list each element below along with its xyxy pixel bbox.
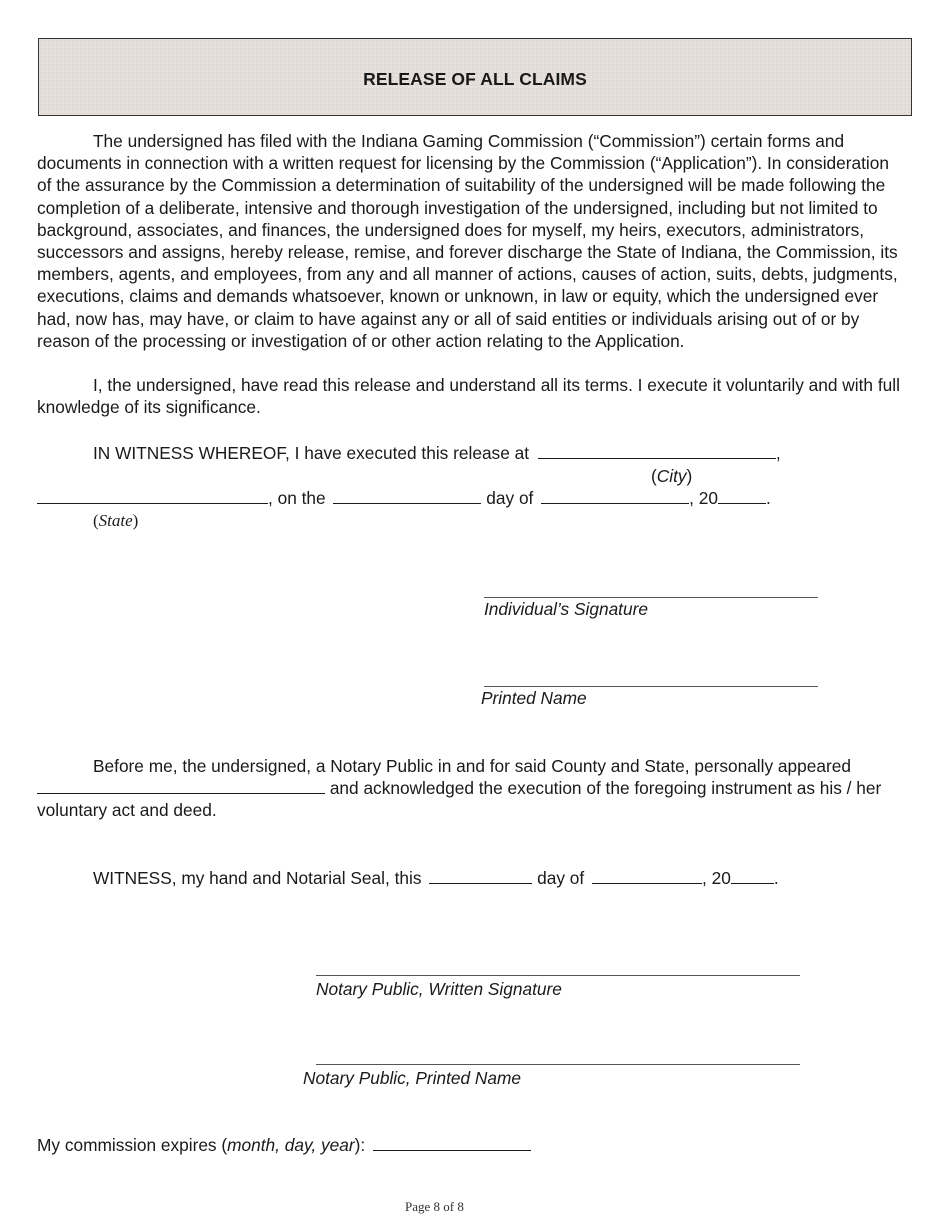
notary-line-3: voluntary act and deed. — [37, 800, 217, 820]
city-field[interactable] — [538, 443, 776, 459]
commission-expires-line — [37, 1135, 531, 1156]
paragraph-line: members, agents, and employees, from any and all manner of actions, causes of action, suits, debts, judgments, — [37, 264, 898, 285]
notary-printed-name-label: Notary Public, Printed Name — [303, 1068, 522, 1088]
commission-expires-field[interactable] — [373, 1135, 531, 1151]
witness-date-line — [37, 488, 771, 509]
month-field[interactable] — [541, 488, 689, 504]
individual-signature-label: Individual’s Signature — [484, 599, 648, 619]
on-the-text: , on the — [268, 488, 326, 508]
paragraph-line: documents in connection with a written request for licensing by the Commission (“Application”). In consideration — [37, 153, 889, 174]
title-banner — [38, 38, 912, 116]
notary-written-signature-line[interactable] — [316, 975, 800, 976]
paragraph-line: had, now has, may have, or claim to have against any or all of said entities or individuals arising out of or by — [37, 308, 860, 329]
notary-line-1: Before me, the undersigned, a Notary Public in and for said County and State, personally appeared — [93, 756, 851, 776]
commission-label-end: ): — [354, 1135, 366, 1155]
commission-hint: month, day, year — [227, 1135, 355, 1155]
paragraph-line: The undersigned has filed with the Indiana Gaming Commission (“Commission”) certain forms and — [93, 131, 845, 151]
paragraph-line: of the assurance by the Commission a determination of suitability of the undersigned will be made following the — [37, 175, 886, 196]
notary-witness-line — [93, 868, 779, 889]
notary-year-prefix: , 20 — [702, 868, 731, 888]
city-label: City — [656, 466, 687, 486]
page-number: Page 8 of 8 — [405, 1199, 464, 1214]
period: . — [766, 488, 771, 508]
notary-printed-name-line[interactable] — [316, 1064, 800, 1065]
paragraph-line: reason of the processing or investigation of or other action relating to the Application. — [37, 330, 685, 351]
year-prefix: , 20 — [689, 488, 718, 508]
state-caption: (State) — [93, 511, 139, 530]
notary-witness-intro: WITNESS, my hand and Notarial Seal, this — [93, 868, 422, 888]
paragraph-line: executions, claims and demands whatsoever, known or unknown, in law or equity, which the undersigned ever — [37, 286, 879, 307]
commission-label: My commission expires ( — [37, 1135, 228, 1155]
witness-intro: IN WITNESS WHEREOF, I have executed this release at — [93, 443, 530, 463]
paragraph-line: knowledge of its significance. — [37, 397, 261, 418]
state-label: State — [98, 511, 133, 530]
individual-signature-line[interactable] — [484, 597, 818, 598]
paragraph-line: I, the undersigned, have read this release and understand all its terms. I execute it voluntarily and with full — [93, 375, 900, 395]
appeared-name-field[interactable] — [37, 778, 325, 794]
notary-day-of: day of — [537, 868, 585, 888]
acknowledge-paragraph — [37, 374, 917, 418]
notary-line-2 — [37, 778, 881, 799]
paragraph-line: background, associates, and finances, the undersigned does for myself, my heirs, executors, administrators, — [37, 219, 865, 240]
printed-name-label: Printed Name — [481, 688, 587, 708]
printed-name-line[interactable] — [484, 686, 818, 687]
year-field[interactable] — [718, 488, 766, 504]
notary-month-field[interactable] — [592, 868, 702, 884]
notary-day-field[interactable] — [429, 868, 532, 884]
notary-line-2-text: and acknowledged the execution of the foregoing instrument as his / her — [329, 778, 882, 798]
document-title: RELEASE OF ALL CLAIMS — [363, 69, 587, 89]
notary-written-signature-label: Notary Public, Written Signature — [316, 979, 562, 999]
comma: , — [775, 443, 781, 463]
day-of-text: day of — [486, 488, 534, 508]
notary-year-field[interactable] — [731, 868, 774, 884]
city-caption: (City) — [651, 466, 693, 486]
state-field[interactable] — [37, 488, 268, 504]
witness-release-line — [93, 443, 781, 464]
notary-period: . — [773, 868, 779, 888]
release-paragraph — [37, 130, 917, 352]
paragraph-line: successors and assigns, hereby release, remise, and forever discharge the State of Indiana, the Commission, its — [37, 242, 898, 263]
paragraph-line: completion of a deliberate, intensive and thorough investigation of the undersigned, including but not limited to — [37, 197, 878, 218]
day-field[interactable] — [333, 488, 481, 504]
